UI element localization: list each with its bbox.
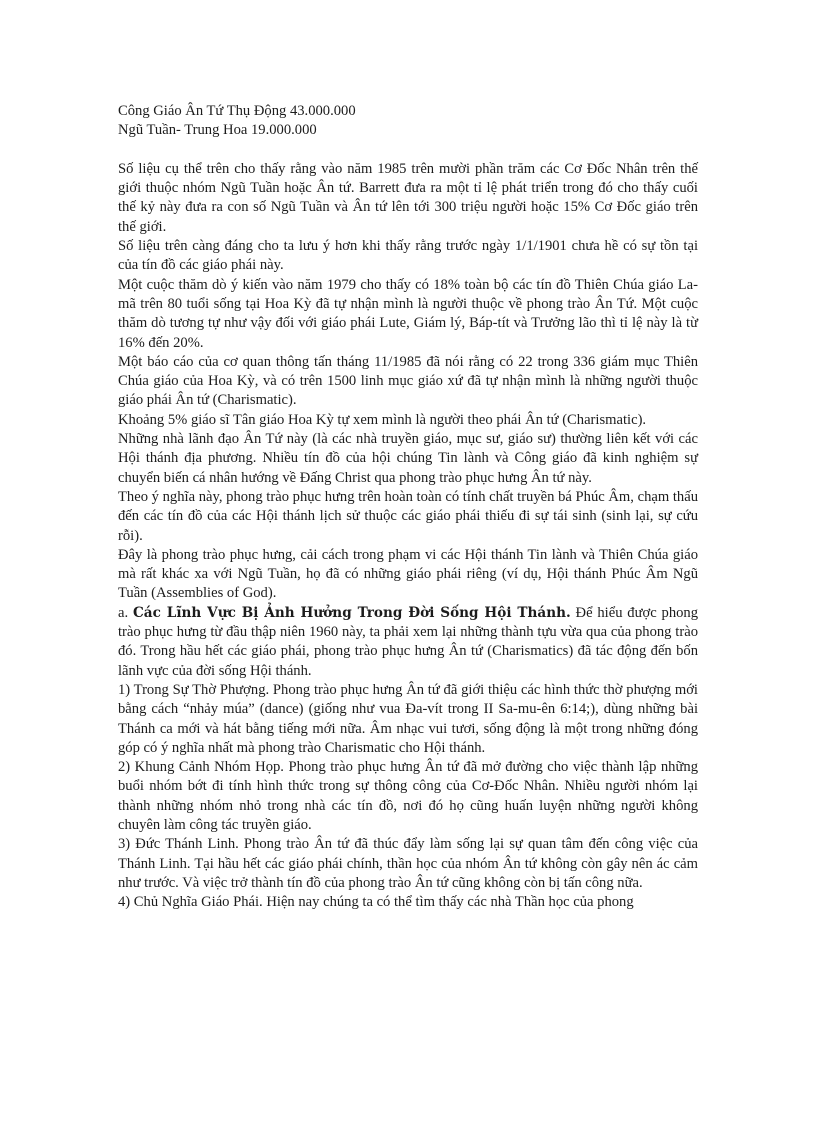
list-item-1: 1) Trong Sự Thờ Phượng. Phong trào phục hưng Ân tứ đã giới thiệu các hình thức thờ phượng mới bằng cách “nhảy múa” (dance) (giống như vua Đa-vít trong II Sa-mu-ên 6:14;), dùng những bài Thánh ca mới và hát bằng tiếng mới nữa. Âm nhạc vui tươi, sống động là một trong những đóng góp có ý nghĩa nhất mà phong trào Charismatic cho Hội thánh. bbox=[118, 681, 698, 756]
list-item-2: 2) Khung Cảnh Nhóm Họp. Phong trào phục hưng Ân tứ đã mở đường cho việc thành lập những buổi nhóm bớt đi tính hình thức trong sự thông công của Cơ-Đốc Nhân. Nhiều người nhóm lại thành những nhóm nhỏ trong nhà các tín đồ, nơi đó họ cũng huấn luyện những người không chuyên làm công tác truyền giáo. bbox=[118, 759, 698, 833]
paragraph-7: Theo ý nghĩa này, phong trào phục hưng trên hoàn toàn có tính chất truyền bá Phúc Âm, chạm thấu đến các tín đồ của các Hội thánh lịch sử thuộc các giáo phái thiếu đi sự tái sinh (sinh lại, sự cứu rỗi). bbox=[118, 488, 698, 544]
paragraph-1: Số liệu cụ thể trên cho thấy rằng vào năm 1985 trên mười phần trăm các Cơ Đốc Nhân trên thế giới thuộc nhóm Ngũ Tuần hoặc Ân tứ. Barrett đưa ra một tỉ lệ phát triển trong đó cho thấy cuối thế kỷ này đưa ra con số Ngũ Tuần và Ân tứ lên tới 300 triệu người hoặc 15% Cơ Đốc giáo trên thế giới. bbox=[118, 160, 698, 235]
header-line-1: Công Giáo Ân Tứ Thụ Động 43.000.000 bbox=[118, 103, 356, 119]
document-page bbox=[118, 102, 698, 912]
list-item-3: 3) Đức Thánh Linh. Phong trào Ân tứ đã thúc đẩy làm sống lại sự quan tâm đến công việc của Thánh Linh. Tại hầu hết các giáo phái chính, thần học của nhóm Ân tứ không còn gây nên ác cảm như trước. Và việc trở thành tín đồ của phong trào Ân tứ cũng không còn bị tấn công nữa. bbox=[118, 836, 698, 891]
paragraph-8: Đây là phong trào phục hưng, cải cách trong phạm vi các Hội thánh Tin lành và Thiên Chúa giáo mà rất khác xa với Ngũ Tuần, họ đã có những giáo phái riêng (ví dụ, Hội thánh Phúc Âm Ngũ Tuần (Assemblies of God). bbox=[118, 546, 698, 602]
section-a-paragraph bbox=[118, 604, 698, 681]
paragraph-6: Những nhà lãnh đạo Ân Tứ này (là các nhà truyền giáo, mục sư, giáo sư) thường liên kết với các Hội thánh địa phương. Nhiều tín đồ của hội chúng Tin lành và Công giáo đã kinh nghiệm sự chuyển biến cá nhân hướng về Đấng Christ qua phong trào phục hưng Ân tứ này. bbox=[118, 431, 698, 486]
paragraph-4: Một báo cáo của cơ quan thông tấn tháng 11/1985 đã nói rằng có 22 trong 336 giám mục Thiên Chúa giáo của Hoa Kỳ, và có trên 1500 linh mục giáo xứ đã tự nhận mình là những người thuộc giáo phái Ân tứ (Charismatic). bbox=[118, 353, 698, 409]
paragraph-2: Số liệu trên càng đáng cho ta lưu ý hơn khi thấy rằng trước ngày 1/1/1901 chưa hề có sự tồn tại của tín đồ các giáo phái này. bbox=[118, 238, 698, 274]
section-a-prefix: a. bbox=[118, 604, 133, 621]
paragraph-3: Một cuộc thăm dò ý kiến vào năm 1979 cho thấy có 18% toàn bộ các tín đồ Thiên Chúa giáo La-mã trên 80 tuổi sống tại Hoa Kỳ đã tự nhận mình là người thuộc về phong trào Ân Tứ. Một cuộc thăm dò tương tự như vậy đối với giáo phái Lute, Giám lý, Báp-tít và Trưởng lão thì tỉ lệ này là từ 16% đến 20%. bbox=[118, 276, 698, 351]
header-line-2: Ngũ Tuần- Trung Hoa 19.000.000 bbox=[118, 122, 317, 139]
section-a-heading: Các Lĩnh Vực Bị Ảnh Hưởng Trong Đời Sống Hội Thánh. bbox=[132, 604, 571, 621]
blank-line bbox=[118, 141, 698, 160]
list-item-4: 4) Chủ Nghĩa Giáo Phái. Hiện nay chúng ta có thể tìm thấy các nhà Thần học của phong bbox=[118, 894, 634, 911]
paragraph-5: Khoảng 5% giáo sĩ Tân giáo Hoa Kỳ tự xem mình là người theo phái Ân tứ (Charismatic). bbox=[118, 411, 647, 428]
section-a-text: Để hiểu được phong trào phục hưng từ đầu thập niên 1960 này, ta phải xem lại những thành tựu vừa qua của phong trào đó. Trong hầu hết các giáo phái, phong trào phục hưng Ân tứ (Charismatics) đã tác động đến bốn lãnh vực của đời sống Hội thánh. bbox=[118, 604, 699, 679]
